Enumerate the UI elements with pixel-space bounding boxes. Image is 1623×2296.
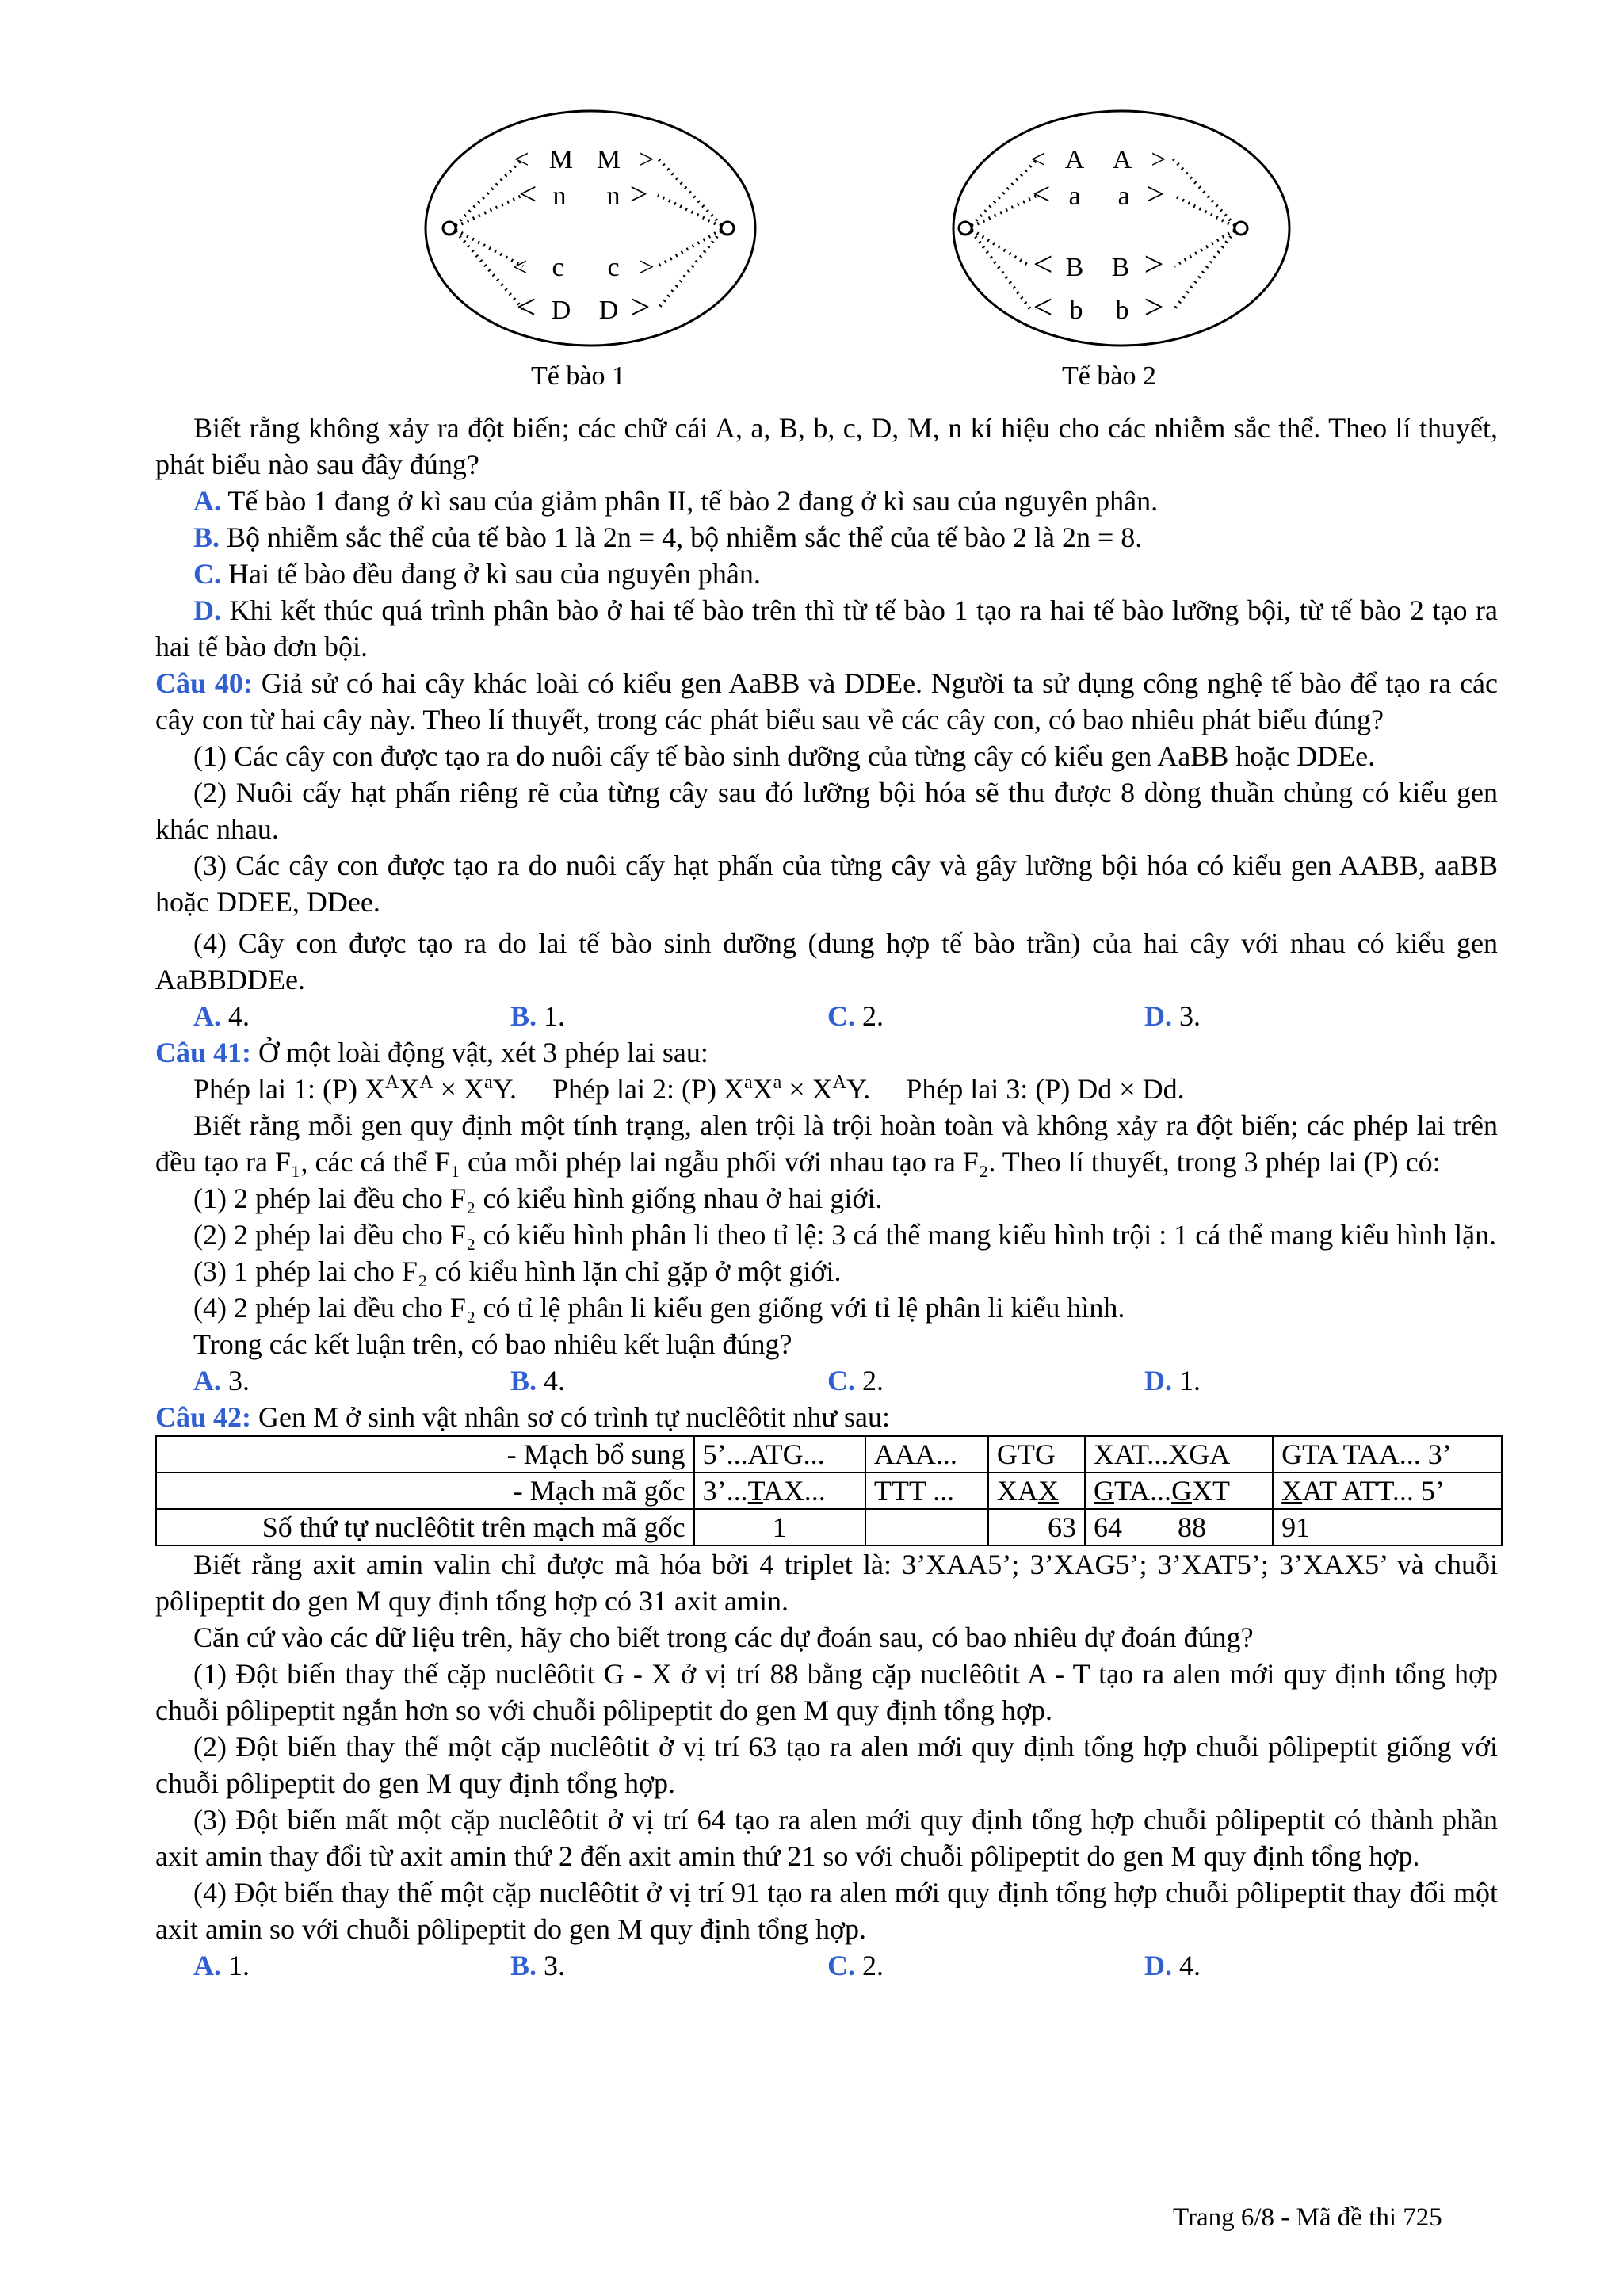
cell-1-diagram [426,111,755,346]
svg-text:B: B [1111,253,1130,282]
table-row: - Mạch bổ sung 5’...ATG... AAA... GTG XAT...XGA GTA TAA... 3’ [156,1436,1502,1473]
q42-para-1: Biết rằng axit amin valin chỉ được mã hóa bởi 4 triplet là: 3’XAA5’; 3’XAG5’; 3’XAT5’; 3’XAX5’ và chuỗi pôlipeptit do gen M quy định tổng hợp có 31 axit amin. [155,1549,1498,1617]
cell1-chevron-r1: > [639,145,655,174]
svg-text:b: b [1069,296,1083,325]
q41-statement-3: (3) 1 phép lai cho F₂ có kiểu hình lặn chỉ gặp ở một giới. [193,1255,842,1287]
svg-text:b: b [1115,296,1129,325]
table-row: - Mạch mã gốc 3’...TAX... TTT ... XAX GTA...GXT XAT ATT... 5’ [156,1473,1502,1509]
q39-intro: Biết rằng không xảy ra đột biến; các chữ cái A, a, B, b, c, D, M, n kí hiệu cho các nhiễm sắc thể. Theo lí thuyết, phát biểu nào sau đây đúng? [155,412,1498,480]
row-label-template: - Mạch mã gốc [156,1473,694,1509]
svg-text:A: A [1112,145,1132,174]
q42-stem: Câu 42: Gen M ở sinh vật nhân sơ có trình tự nuclêôtit như sau: [155,1401,891,1433]
cell1-chr-l1: M [548,145,574,174]
svg-text:n: n [552,181,567,211]
cell1-chr-r1: M [596,145,621,174]
cell1-chevron-l1: < [514,145,529,174]
q42-para-2: Căn cứ vào các dữ liệu trên, hãy cho biết trong các dự đoán sau, có bao nhiêu dự đoán đúng? [193,1622,1254,1653]
svg-text:c: c [607,253,620,282]
q40-option-a[interactable]: A. 4. [193,1000,250,1032]
svg-text:>: > [1144,245,1164,284]
q39-option-c[interactable]: C. Hai tế bào đều đang ở kì sau của nguyên phân. [193,558,761,590]
q42-statement-4: (4) Đột biến thay thế một cặp nuclêôtit ở vị trí 91 tạo ra alen mới quy định tổng hợp chuỗi pôlipeptit thay đổi một axit amin so với chuỗi pôlipeptit do gen M quy định tổng hợp. [155,1877,1498,1945]
q42-statement-3: (3) Đột biến mất một cặp nuclêôtit ở vị trí 64 tạo ra alen mới quy định tổng hợp chuỗi pôlipeptit có thành phần axit amin thay đổi từ axit amin thứ 2 đến axit amin thứ 21 so với chuỗi pôlipeptit do gen M quy định tổng hợp. [155,1804,1498,1872]
svg-text:>: > [629,176,648,212]
q41-statement-4: (4) 2 phép lai đều cho F₂ có tỉ lệ phân li kiểu gen giống với tỉ lệ phân li kiểu hình. [193,1292,1125,1324]
q42-option-d[interactable]: D. 4. [1144,1950,1201,1981]
q41-option-d[interactable]: D. 1. [1144,1365,1201,1396]
page-footer: Trang 6/8 - Mã đề thi 725 [1173,2203,1442,2232]
q40-option-d[interactable]: D. 3. [1144,1000,1201,1032]
q41-option-a[interactable]: A. 3. [193,1365,250,1396]
svg-text:n: n [606,181,621,211]
q40-statement-3: (3) Các cây con được tạo ra do nuôi cấy hạt phấn của từng cây và gây lưỡng bội hóa có kiểu gen AABB, aaBB hoặc DDEE, DDee. [155,850,1498,918]
table-row: Số thứ tự nuclêôtit trên mạch mã gốc 1 63 64 88 91 [156,1509,1502,1545]
gene-sequence-table [155,1435,1503,1546]
svg-text:c: c [552,253,564,282]
svg-text:D: D [551,296,571,325]
cell-1-caption: Tế bào 1 [531,361,625,391]
svg-text:>: > [1144,288,1164,327]
q41-intro: Biết rằng mỗi gen quy định một tính trạng, alen trội là trội hoàn toàn và không xảy ra đột biến; các phép lai trên đều tạo ra F₁, các cá thể F₁ của mỗi phép lai ngẫu phối với nhau tạo ra F₂. Theo lí thuyết, trong 3 phép lai (P) có: [155,1110,1498,1178]
svg-text:<: < [512,253,528,282]
row-label-position: Số thứ tự nuclêôtit trên mạch mã gốc [156,1509,694,1545]
q42-answers [155,1947,1498,1984]
q39-option-d[interactable]: D. Khi kết thúc quá trình phân bào ở hai tế bào trên thì từ tế bào 1 tạo ra hai tế bào lưỡng bội, từ tế bào 2 tạo ra hai tế bào đơn bội. [155,594,1499,663]
q42-option-a[interactable]: A. 1. [193,1950,250,1981]
questions [155,410,1498,1984]
q40-statement-4: (4) Cây con được tạo ra do lai tế bào sinh dưỡng (dung hợp tế bào trần) của hai cây với nhau có kiểu gen AaBBDDEe. [155,927,1498,995]
cell-diagrams [0,0,1623,412]
cell-2-diagram [953,111,1289,346]
q40-option-b[interactable]: B. 1. [510,1000,566,1032]
svg-text:<: < [1032,176,1051,212]
q41-stem: Câu 41: Ở một loài động vật, xét 3 phép lai sau: [155,1037,708,1068]
svg-text:<: < [516,288,537,327]
cell-2-caption: Tế bào 2 [1062,361,1156,391]
q42-statement-2: (2) Đột biến thay thế một cặp nuclêôtit ở vị trí 63 tạo ra alen mới quy định tổng hợp chuỗi pôlipeptit giống với chuỗi pôlipeptit do gen M quy định tổng hợp. [155,1731,1498,1799]
q40-statement-2: (2) Nuôi cấy hạt phấn riêng rẽ của từng cây sau đó lưỡng bội hóa sẽ thu được 8 dòng thuần chủng có kiểu gen khác nhau. [155,777,1498,845]
svg-text:>: > [639,253,655,282]
q41-ask: Trong các kết luận trên, có bao nhiêu kết luận đúng? [193,1328,792,1360]
svg-text:<: < [518,176,537,212]
q42-option-c[interactable]: C. 2. [827,1950,884,1981]
q40-statement-1: (1) Các cây con được tạo ra do nuôi cấy tế bào sinh dưỡng của từng cây có kiểu gen AaBB hoặc DDEe. [193,740,1376,772]
svg-text:a: a [1068,181,1081,211]
q42-statement-1: (1) Đột biến thay thế cặp nuclêôtit G - X ở vị trí 88 bằng cặp nuclêôtit A - T tạo ra alen mới quy định tổng hợp chuỗi pôlipeptit ngắn hơn so với chuỗi pôlipeptit do gen M quy định tổng hợp. [155,1658,1498,1726]
svg-text:B: B [1065,253,1084,282]
svg-text:<: < [1033,288,1053,327]
q41-crosses: Phép lai 1: (P) $X^AX^A \times X^aY$. Phép lai 2: (P) $X^aX^a \times X^AY$. Phép lai 3: (P) Dd × Dd. [193,1072,1185,1105]
svg-text:A: A [1064,145,1085,174]
q41-statement-2: (2) 2 phép lai đều cho F₂ có kiểu hình phân li theo tỉ lệ: 3 cá thể mang kiểu hình trội : 1 cá thể mang kiểu hình lặn. [193,1219,1497,1251]
q39-option-b[interactable]: B. Bộ nhiễm sắc thể của tế bào 1 là 2n = 4, bộ nhiễm sắc thể của tế bào 2 là 2n = 8. [193,521,1143,553]
q41-statement-1: (1) 2 phép lai đều cho F₂ có kiểu hình giống nhau ở hai giới. [193,1182,883,1214]
q40-answers [155,998,1498,1034]
q41-option-c[interactable]: C. 2. [827,1365,884,1396]
svg-text:>: > [630,288,651,327]
svg-text:>: > [1151,145,1167,174]
q40-option-c[interactable]: C. 2. [827,1000,884,1032]
q39-option-a[interactable]: A. Tế bào 1 đang ở kì sau của giảm phân II, tế bào 2 đang ở kì sau của nguyên phân. [193,485,1159,517]
row-label-coding: - Mạch bổ sung [156,1436,694,1473]
svg-text:<: < [1030,145,1046,174]
q41-answers [155,1362,1498,1399]
svg-text:D: D [598,296,619,325]
svg-text:>: > [1146,176,1165,212]
svg-text:a: a [1117,181,1130,211]
q42-option-b[interactable]: B. 3. [510,1950,566,1981]
q40-stem: Câu 40: Giả sử có hai cây khác loài có kiểu gen AaBB và DDEe. Người ta sử dụng công nghệ tế bào để tạo ra các cây con từ hai cây này. Theo lí thuyết, trong các phát biểu sau về các cây con, có bao nhiêu phát biểu đúng? [155,667,1499,735]
svg-text:<: < [1033,245,1053,284]
q41-option-b[interactable]: B. 4. [510,1365,566,1396]
